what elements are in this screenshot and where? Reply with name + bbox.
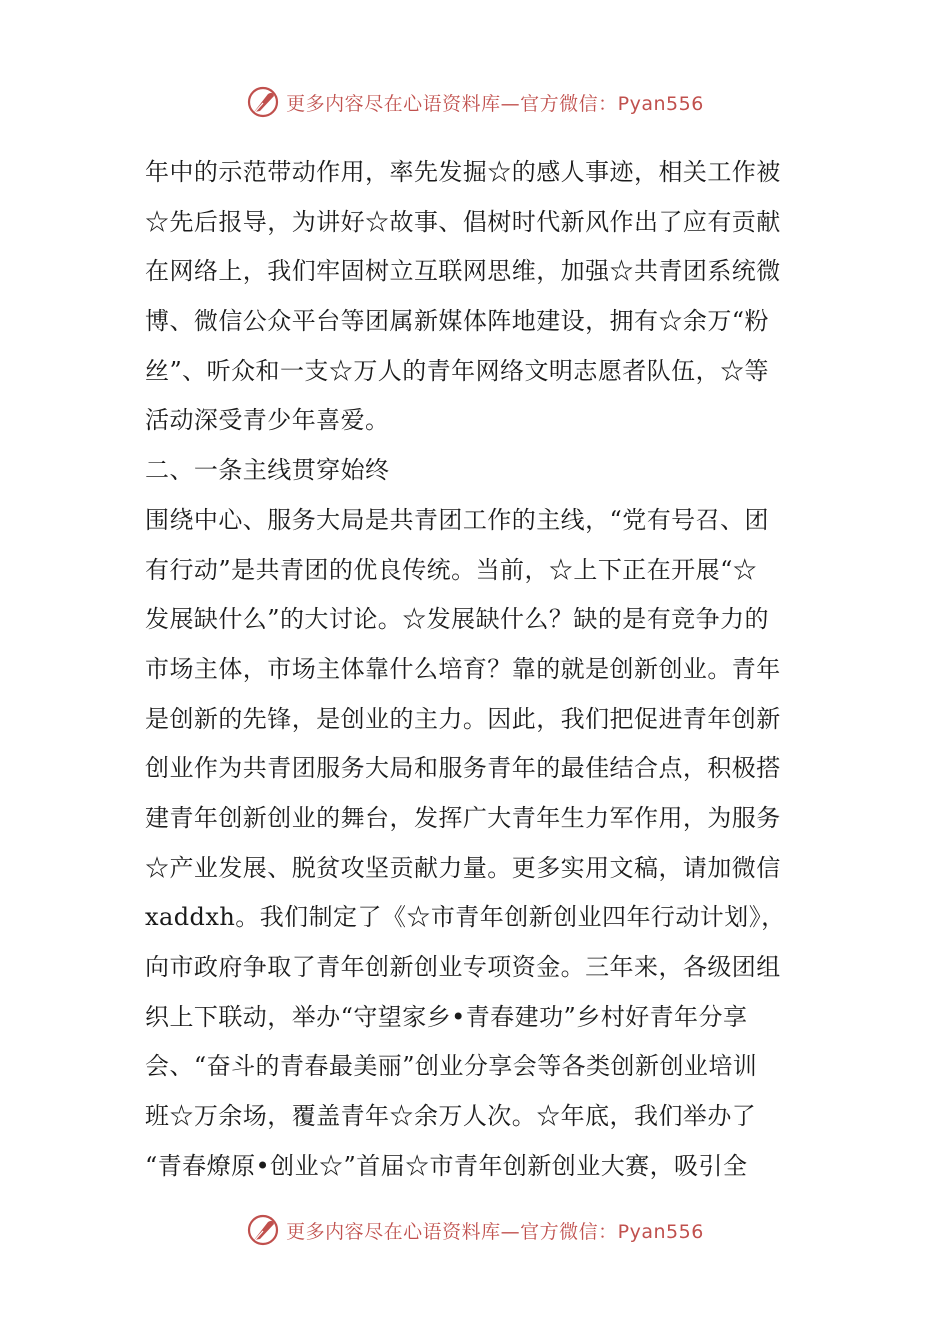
header-banner [0, 80, 950, 124]
text-line: xaddxh。我们制定了《☆市青年创新创业四年行动计划》， [145, 903, 786, 932]
section-heading: 二、一条主线贯穿始终 [145, 456, 390, 485]
text-line: ☆先后报导，为讲好☆故事、倡树时代新风作出了应有贡献 [145, 207, 781, 236]
text-line: 在网络上，我们牢固树立互联网思维，加强☆共青团系统微 [145, 257, 781, 286]
text-line: 丝”、听众和一支☆万人的青年网络文明志愿者队伍，☆等 [145, 356, 769, 385]
text-line: “青春燎原•创业☆”首届☆市青年创新创业大赛，吸引全 [145, 1151, 748, 1180]
text-line: 博、微信公众平台等团属新媒体阵地建设，拥有☆余万“粉 [145, 307, 769, 336]
text-line: 围绕中心、服务大局是共青团工作的主线，“党有号召、团 [145, 505, 769, 534]
text-line: 有行动”是共青团的优良传统。当前，☆上下正在开展“☆ [145, 555, 758, 584]
text-line: ☆产业发展、脱贫攻坚贡献力量。更多实用文稿，请加微信 [145, 853, 781, 882]
text-line: 活动深受青少年喜爱。 [145, 406, 390, 435]
footer-banner [0, 1208, 950, 1252]
document-body [145, 148, 811, 1191]
text-line: 会、“奋斗的青春最美丽”创业分享会等各类创新创业培训 [145, 1052, 758, 1081]
text-line: 织上下联动，举办“守望家乡•青春建功”乡村好青年分享 [145, 1002, 748, 1031]
text-line: 发展缺什么”的大讨论。☆发展缺什么？缺的是有竞争力的 [145, 605, 769, 634]
text-line: 是创新的先锋，是创业的主力。因此，我们把促进青年创新 [145, 704, 781, 733]
text-line: 创业作为共青团服务大局和服务青年的最佳结合点，积极搭 [145, 754, 781, 783]
text-line: 建青年创新创业的舞台，发挥广大青年生力军作用，为服务 [145, 803, 781, 832]
quill-pen-logo-icon [246, 85, 280, 119]
text-line: 年中的示范带动作用，率先发掘☆的感人事迹，相关工作被 [145, 158, 781, 186]
text-line: 班☆万余场，覆盖青年☆余万人次。☆年底，我们举办了 [145, 1102, 757, 1131]
quill-pen-logo-icon [246, 1213, 280, 1247]
text-line: 市场主体，市场主体靠什么培育？靠的就是创新创业。青年 [145, 654, 781, 683]
footer-banner-text: 更多内容尽在心语资料库—官方微信：Pyan556 [286, 1220, 704, 1243]
header-banner-text: 更多内容尽在心语资料库—官方微信：Pyan556 [286, 92, 704, 115]
text-line: 向市政府争取了青年创新创业专项资金。三年来，各级团组 [145, 953, 781, 981]
